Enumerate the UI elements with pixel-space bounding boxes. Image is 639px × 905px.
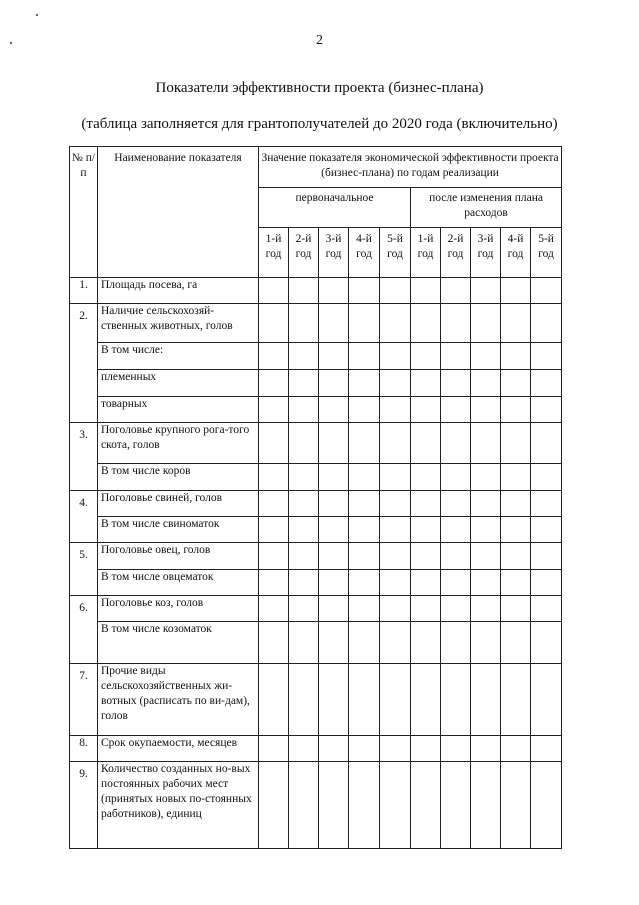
value-cell[interactable] bbox=[441, 491, 471, 517]
value-cell[interactable] bbox=[531, 596, 562, 622]
value-cell[interactable] bbox=[259, 278, 289, 304]
value-cell[interactable] bbox=[380, 596, 411, 622]
value-cell[interactable] bbox=[501, 622, 531, 664]
value-cell[interactable] bbox=[380, 664, 411, 736]
value-cell[interactable] bbox=[471, 304, 501, 343]
value-cell[interactable] bbox=[441, 423, 471, 464]
value-cell[interactable] bbox=[411, 397, 441, 423]
value-cell[interactable] bbox=[411, 543, 441, 570]
row-label: Количество созданных но-вых постоянных рабочих мест (принятых новых по-стоянных работников), единиц bbox=[98, 762, 259, 849]
value-cell[interactable] bbox=[471, 464, 501, 491]
value-cell[interactable] bbox=[501, 570, 531, 596]
value-cell[interactable] bbox=[531, 664, 562, 736]
value-cell[interactable] bbox=[259, 596, 289, 622]
value-cell[interactable] bbox=[501, 343, 531, 370]
value-cell[interactable] bbox=[501, 278, 531, 304]
value-cell[interactable] bbox=[531, 762, 562, 849]
value-cell[interactable] bbox=[259, 762, 289, 849]
value-cell[interactable] bbox=[441, 622, 471, 664]
value-cell[interactable] bbox=[349, 304, 380, 343]
header-group-initial: первоначальное bbox=[259, 188, 411, 228]
document-title: Показатели эффективности проекта (бизнес-плана) bbox=[155, 80, 484, 96]
value-cell[interactable] bbox=[411, 570, 441, 596]
value-cell[interactable] bbox=[531, 464, 562, 491]
value-cell[interactable] bbox=[441, 517, 471, 543]
value-cell[interactable] bbox=[441, 570, 471, 596]
value-cell[interactable] bbox=[289, 464, 319, 491]
value-cell[interactable] bbox=[441, 736, 471, 762]
value-cell[interactable] bbox=[531, 278, 562, 304]
value-cell[interactable] bbox=[349, 736, 380, 762]
value-cell[interactable] bbox=[319, 762, 349, 849]
header-year: 3-й год bbox=[471, 228, 501, 278]
value-cell[interactable] bbox=[531, 570, 562, 596]
row-label: В том числе свиноматок bbox=[98, 517, 259, 543]
row-number: 3. bbox=[70, 423, 98, 491]
value-cell[interactable] bbox=[411, 664, 441, 736]
value-cell[interactable] bbox=[411, 762, 441, 849]
value-cell[interactable] bbox=[319, 370, 349, 397]
value-cell[interactable] bbox=[259, 370, 289, 397]
value-cell[interactable] bbox=[471, 762, 501, 849]
scan-speck bbox=[10, 42, 12, 44]
row-label: В том числе овцематок bbox=[98, 570, 259, 596]
value-cell[interactable] bbox=[259, 491, 289, 517]
row-number: 8. bbox=[70, 736, 98, 762]
value-cell[interactable] bbox=[441, 596, 471, 622]
value-cell[interactable] bbox=[319, 464, 349, 491]
value-cell[interactable] bbox=[289, 370, 319, 397]
value-cell[interactable] bbox=[319, 543, 349, 570]
value-cell[interactable] bbox=[501, 491, 531, 517]
value-cell[interactable] bbox=[531, 491, 562, 517]
value-cell[interactable] bbox=[471, 343, 501, 370]
value-cell[interactable] bbox=[259, 570, 289, 596]
row-number: 9. bbox=[70, 762, 98, 849]
value-cell[interactable] bbox=[259, 736, 289, 762]
value-cell[interactable] bbox=[319, 343, 349, 370]
row-label: Наличие сельскохозяй-ственных животных, голов bbox=[98, 304, 259, 343]
value-cell[interactable] bbox=[380, 278, 411, 304]
value-cell[interactable] bbox=[441, 370, 471, 397]
value-cell[interactable] bbox=[411, 596, 441, 622]
value-cell[interactable] bbox=[259, 622, 289, 664]
value-cell[interactable] bbox=[531, 423, 562, 464]
value-cell[interactable] bbox=[471, 517, 501, 543]
value-cell[interactable] bbox=[441, 762, 471, 849]
value-cell[interactable] bbox=[531, 736, 562, 762]
value-cell[interactable] bbox=[349, 762, 380, 849]
value-cell[interactable] bbox=[411, 343, 441, 370]
value-cell[interactable] bbox=[501, 397, 531, 423]
document-subtitle: (таблица заполняется для грантополучателей до 2020 года (включительно) bbox=[81, 116, 558, 132]
value-cell[interactable] bbox=[411, 491, 441, 517]
value-cell[interactable] bbox=[501, 762, 531, 849]
value-cell[interactable] bbox=[471, 596, 501, 622]
value-cell[interactable] bbox=[349, 543, 380, 570]
value-cell[interactable] bbox=[259, 423, 289, 464]
value-cell[interactable] bbox=[471, 491, 501, 517]
value-cell[interactable] bbox=[259, 543, 289, 570]
scan-speck bbox=[36, 14, 38, 16]
value-cell[interactable] bbox=[319, 278, 349, 304]
row-number: 1. bbox=[70, 278, 98, 304]
value-cell[interactable] bbox=[471, 423, 501, 464]
value-cell[interactable] bbox=[259, 343, 289, 370]
value-cell[interactable] bbox=[471, 278, 501, 304]
value-cell[interactable] bbox=[501, 596, 531, 622]
row-label: Поголовье овец, голов bbox=[98, 543, 259, 570]
value-cell[interactable] bbox=[289, 596, 319, 622]
value-cell[interactable] bbox=[289, 622, 319, 664]
value-cell[interactable] bbox=[441, 343, 471, 370]
value-cell[interactable] bbox=[380, 370, 411, 397]
value-cell[interactable] bbox=[319, 596, 349, 622]
value-cell[interactable] bbox=[319, 517, 349, 543]
value-cell[interactable] bbox=[319, 491, 349, 517]
row-label: племенных bbox=[98, 370, 259, 397]
value-cell[interactable] bbox=[380, 622, 411, 664]
row-label: Поголовье крупного рога-того скота, голов bbox=[98, 423, 259, 464]
row-label: Срок окупаемости, месяцев bbox=[98, 736, 259, 762]
value-cell[interactable] bbox=[441, 464, 471, 491]
value-cell[interactable] bbox=[289, 543, 319, 570]
header-year: 4-й год bbox=[501, 228, 531, 278]
header-year: 1-й год bbox=[259, 228, 289, 278]
value-cell[interactable] bbox=[471, 664, 501, 736]
value-cell[interactable] bbox=[289, 762, 319, 849]
header-year: 2-й год bbox=[441, 228, 471, 278]
value-cell[interactable] bbox=[531, 622, 562, 664]
value-cell[interactable] bbox=[349, 596, 380, 622]
value-cell[interactable] bbox=[289, 570, 319, 596]
value-cell[interactable] bbox=[531, 543, 562, 570]
row-number: 6. bbox=[70, 596, 98, 664]
header-year: 5-й год bbox=[380, 228, 411, 278]
value-cell[interactable] bbox=[289, 278, 319, 304]
value-cell[interactable] bbox=[501, 304, 531, 343]
value-cell[interactable] bbox=[289, 304, 319, 343]
value-cell[interactable] bbox=[319, 304, 349, 343]
value-cell[interactable] bbox=[289, 397, 319, 423]
value-cell[interactable] bbox=[380, 491, 411, 517]
value-cell[interactable] bbox=[380, 423, 411, 464]
value-cell[interactable] bbox=[471, 736, 501, 762]
value-cell[interactable] bbox=[349, 464, 380, 491]
value-cell[interactable] bbox=[531, 304, 562, 343]
value-cell[interactable] bbox=[349, 517, 380, 543]
value-cell[interactable] bbox=[380, 736, 411, 762]
value-cell[interactable] bbox=[501, 517, 531, 543]
value-cell[interactable] bbox=[319, 397, 349, 423]
row-label: В том числе козоматок bbox=[98, 622, 259, 664]
value-cell[interactable] bbox=[441, 664, 471, 736]
value-cell[interactable] bbox=[259, 464, 289, 491]
value-cell[interactable] bbox=[259, 397, 289, 423]
value-cell[interactable] bbox=[380, 343, 411, 370]
row-number: 5. bbox=[70, 543, 98, 596]
value-cell[interactable] bbox=[380, 397, 411, 423]
header-group-changed: после изменения плана расходов bbox=[411, 188, 562, 228]
value-cell[interactable] bbox=[259, 517, 289, 543]
value-cell[interactable] bbox=[501, 370, 531, 397]
row-label: Поголовье свиней, голов bbox=[98, 491, 259, 517]
value-cell[interactable] bbox=[411, 517, 441, 543]
value-cell[interactable] bbox=[380, 517, 411, 543]
value-cell[interactable] bbox=[349, 278, 380, 304]
value-cell[interactable] bbox=[471, 397, 501, 423]
header-year: 1-й год bbox=[411, 228, 441, 278]
header-year: 3-й год bbox=[319, 228, 349, 278]
value-cell[interactable] bbox=[471, 622, 501, 664]
value-cell[interactable] bbox=[289, 491, 319, 517]
value-cell[interactable] bbox=[531, 370, 562, 397]
value-cell[interactable] bbox=[411, 278, 441, 304]
value-cell[interactable] bbox=[319, 736, 349, 762]
value-cell[interactable] bbox=[501, 736, 531, 762]
value-cell[interactable] bbox=[411, 622, 441, 664]
value-cell[interactable] bbox=[531, 397, 562, 423]
value-cell[interactable] bbox=[501, 664, 531, 736]
value-cell[interactable] bbox=[441, 397, 471, 423]
value-cell[interactable] bbox=[380, 464, 411, 491]
value-cell[interactable] bbox=[289, 343, 319, 370]
value-cell[interactable] bbox=[380, 762, 411, 849]
value-cell[interactable] bbox=[501, 423, 531, 464]
header-year: 5-й год bbox=[531, 228, 562, 278]
value-cell[interactable] bbox=[289, 517, 319, 543]
value-cell[interactable] bbox=[319, 570, 349, 596]
row-number: 7. bbox=[70, 664, 98, 736]
value-cell[interactable] bbox=[289, 664, 319, 736]
indicators-table bbox=[69, 146, 562, 849]
page-number: 2 bbox=[316, 33, 323, 48]
header-number: № п/п bbox=[70, 147, 98, 278]
value-cell[interactable] bbox=[319, 423, 349, 464]
value-cell[interactable] bbox=[411, 423, 441, 464]
value-cell[interactable] bbox=[411, 304, 441, 343]
value-cell[interactable] bbox=[471, 370, 501, 397]
value-cell[interactable] bbox=[380, 304, 411, 343]
value-cell[interactable] bbox=[411, 370, 441, 397]
row-label: Прочие виды сельскохозяйственных жи-вотных (расписать по ви-дам), голов bbox=[98, 664, 259, 736]
value-cell[interactable] bbox=[471, 543, 501, 570]
value-cell[interactable] bbox=[319, 664, 349, 736]
value-cell[interactable] bbox=[501, 464, 531, 491]
value-cell[interactable] bbox=[349, 622, 380, 664]
row-label: Площадь посева, га bbox=[98, 278, 259, 304]
header-year: 4-й год bbox=[349, 228, 380, 278]
value-cell[interactable] bbox=[349, 491, 380, 517]
value-cell[interactable] bbox=[471, 570, 501, 596]
row-label: В том числе: bbox=[98, 343, 259, 370]
value-cell[interactable] bbox=[441, 304, 471, 343]
value-cell[interactable] bbox=[289, 736, 319, 762]
row-label: Поголовье коз, голов bbox=[98, 596, 259, 622]
value-cell[interactable] bbox=[411, 736, 441, 762]
value-cell[interactable] bbox=[380, 570, 411, 596]
value-cell[interactable] bbox=[259, 664, 289, 736]
value-cell[interactable] bbox=[349, 397, 380, 423]
value-cell[interactable] bbox=[289, 423, 319, 464]
value-cell[interactable] bbox=[531, 517, 562, 543]
value-cell[interactable] bbox=[441, 543, 471, 570]
row-number: 2. bbox=[70, 304, 98, 423]
value-cell[interactable] bbox=[319, 622, 349, 664]
header-value: Значение показателя экономической эффективности проекта (бизнес-плана) по годам реализации bbox=[259, 147, 562, 188]
row-number: 4. bbox=[70, 491, 98, 543]
value-cell[interactable] bbox=[349, 370, 380, 397]
header-indicator-name: Наименование показателя bbox=[98, 147, 259, 278]
value-cell[interactable] bbox=[501, 543, 531, 570]
value-cell[interactable] bbox=[349, 343, 380, 370]
value-cell[interactable] bbox=[411, 464, 441, 491]
value-cell[interactable] bbox=[349, 664, 380, 736]
row-label: В том числе коров bbox=[98, 464, 259, 491]
value-cell[interactable] bbox=[259, 304, 289, 343]
value-cell[interactable] bbox=[441, 278, 471, 304]
value-cell[interactable] bbox=[349, 423, 380, 464]
value-cell[interactable] bbox=[349, 570, 380, 596]
value-cell[interactable] bbox=[531, 343, 562, 370]
row-label: товарных bbox=[98, 397, 259, 423]
value-cell[interactable] bbox=[380, 543, 411, 570]
header-year: 2-й год bbox=[289, 228, 319, 278]
